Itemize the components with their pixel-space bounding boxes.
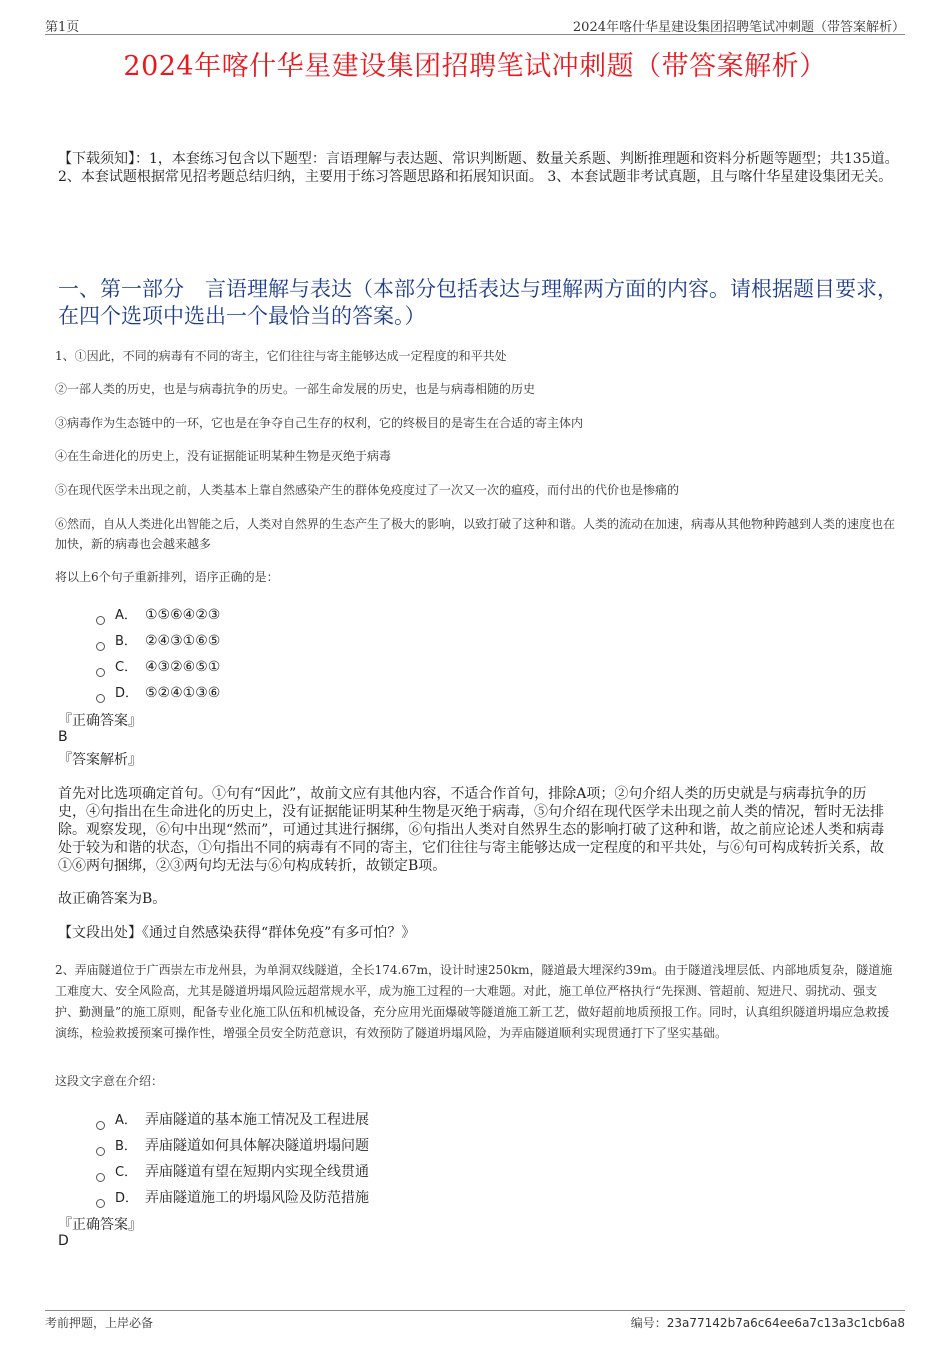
q2-prompt: 这段文字意在介绍： bbox=[55, 1074, 164, 1088]
radio-icon[interactable] bbox=[96, 642, 105, 651]
q2-text: 2、弄庙隧道位于广西崇左市龙州县，为单洞双线隧道，全长174.67m，设计时速250km，隧道最大埋深约39m。由于隧道浅埋层低、内部地质复杂，隧道施工难度大、安全风险高，尤其是隧道坍塌风险远超常规水平，成为施工过程的一大难题。对此，施工单位严格执行“先探测、管超前、短进尺、弱扰动、强支护、勤测量”的施工原则，配备专业化施工队伍和机械设备，充分应用光面爆破等隧道施工新工艺，做好超前地质预报工作。同时，认真组织隧道坍塌应急救援演练，检验救援预案可操作性，增强全员安全防范意识，有效预防了隧道坍塌风险，为弄庙隧道顺利实现贯通打下了坚实基础。 bbox=[55, 963, 893, 1040]
radio-icon[interactable] bbox=[96, 1121, 105, 1130]
q2-option-a[interactable]: A． 弄庙隧道的基本施工情况及工程进展 bbox=[96, 1109, 369, 1129]
q2-option-d[interactable]: D． 弄庙隧道施工的坍塌风险及防范措施 bbox=[96, 1187, 369, 1207]
q1-option-c[interactable]: C． ④③②⑥⑤① bbox=[96, 656, 220, 675]
header-doc-title: 2024年喀什华星建设集团招聘笔试冲刺题（带答案解析） bbox=[572, 20, 905, 35]
footer-code: 编号：23a77142b7a6c64ee6a7c13a3c1cb6a8 bbox=[630, 1316, 905, 1330]
q1-option-a[interactable]: A． ①⑤⑥④②③ bbox=[96, 604, 220, 623]
q2-option-c[interactable]: C． 弄庙隧道有望在短期内实现全线贯通 bbox=[96, 1161, 369, 1181]
q1-sentence-1: 1、①因此，不同的病毒有不同的寄主，它们往往与寄主能够达成一定程度的和平共处 bbox=[55, 349, 507, 363]
radio-icon[interactable] bbox=[96, 668, 105, 677]
radio-icon[interactable] bbox=[96, 694, 105, 703]
q1-sentence-5: ⑤在现代医学未出现之前，人类基本上靠自然感染产生的群体免疫度过了一次又一次的瘟疫，而付出的代价也是惨痛的 bbox=[55, 483, 680, 497]
q2-answer: D bbox=[58, 1233, 69, 1249]
page-header bbox=[45, 14, 905, 35]
q1-analysis-label: 『答案解析』 bbox=[58, 752, 142, 768]
q1-answer-label: 『正确答案』 bbox=[58, 713, 142, 729]
q1-sentence-6: ⑥然而，自从人类进化出智能之后，人类对自然界的生态产生了极大的影响，以致打破了这种和谐。人类的流动在加速，病毒从其他物种跨越到人类的速度也在加快，新的病毒也会越来越多 bbox=[55, 517, 896, 551]
footer-slogan: 考前押题，上岸必备 bbox=[45, 1316, 154, 1330]
q1-option-d[interactable]: D． ⑤②④①③⑥ bbox=[96, 682, 220, 701]
q2-answer-label: 『正确答案』 bbox=[58, 1217, 142, 1233]
radio-icon[interactable] bbox=[96, 1173, 105, 1182]
q1-source: 【文段出处】《通过自然感染获得“群体免疫”有多可怕？》 bbox=[58, 925, 416, 941]
q1-sentence-4: ④在生命进化的历史上，没有证据能证明某种生物是灭绝于病毒 bbox=[55, 449, 392, 463]
document-title: 2024年喀什华星建设集团招聘笔试冲刺题（带答案解析） bbox=[123, 51, 827, 82]
radio-icon[interactable] bbox=[96, 1147, 105, 1156]
radio-icon[interactable] bbox=[96, 616, 105, 625]
page-number: 第1页 bbox=[45, 20, 80, 35]
q1-answer: B bbox=[58, 729, 68, 745]
q1-option-b[interactable]: B． ②④③①⑥⑤ bbox=[96, 630, 220, 649]
q1-sentence-3: ③病毒作为生态链中的一环，它也是在争夺自己生存的权利，它的终极目的是寄生在合适的寄主体内 bbox=[55, 416, 584, 430]
q1-conclusion: 故正确答案为B。 bbox=[58, 891, 167, 907]
q2-option-b[interactable]: B． 弄庙隧道如何具体解决隧道坍塌问题 bbox=[96, 1135, 369, 1155]
download-notice: 【下载须知】：1，本套练习包含以下题型：言语理解与表达题、常识判断题、数量关系题、判断推理题和资料分析题等题型；共135道。 2、本套试题根据常见招考题总结归纳，主要用于练习答题思路和拓展知识面。 3、本套试题非考试真题，且与喀什华星建设集团无关。 bbox=[58, 151, 899, 185]
q1-prompt: 将以上6个句子重新排列，语序正确的是： bbox=[55, 570, 279, 584]
page-footer bbox=[45, 1310, 905, 1331]
q1-sentence-2: ②一部人类的历史，也是与病毒抗争的历史。一部生命发展的历史，也是与病毒相随的历史 bbox=[55, 382, 536, 396]
radio-icon[interactable] bbox=[96, 1199, 105, 1208]
section-title: 一、第一部分 言语理解与表达（本部分包括表达与理解两方面的内容。请根据题目要求，在四个选项中选出一个最恰当的答案。） bbox=[58, 277, 898, 328]
q1-analysis: 首先对比选项确定首句。①句有“因此”，故前文应有其他内容，不适合作首句，排除A项；②句介绍人类的历史就是与病毒抗争的历史，④句指出在生命进化的历史上，没有证据能证明某种生物是灭绝于病毒，⑤句介绍在现代医学未出现之前人类的情况，暂时无法排除。观察发现，⑥句中出现“然而”，可通过其进行捆绑，⑥句指出人类对自然界生态的影响打破了这种和谐，故之前应论述人类和病毒处于较为和谐的状态，①句指出不同的病毒有不同的寄主，它们往往与寄主能够达成一定程度的和平共处，与⑥句可构成转折关系，故①⑥两句捆绑，②③两句均无法与⑥句构成转折，故锁定B项。 bbox=[58, 786, 885, 874]
